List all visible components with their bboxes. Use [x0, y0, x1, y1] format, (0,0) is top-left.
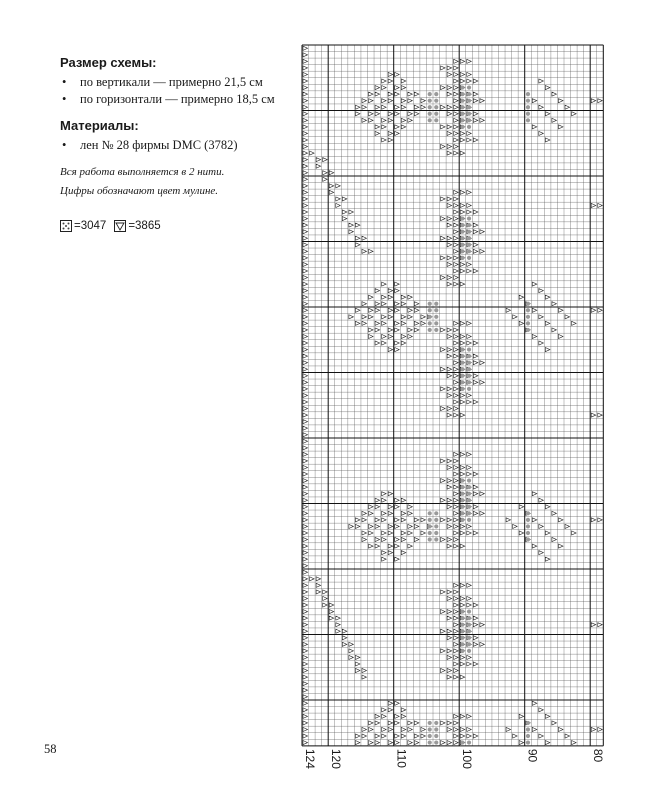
legend-label-3865: =3865: [128, 220, 161, 232]
axis-label-100: 100: [460, 748, 475, 769]
size-vertical: • по вертикали — примерно 21,5 см: [60, 74, 296, 91]
legend-label-3047: =3047: [74, 220, 107, 232]
size-heading: Размер схемы:: [60, 55, 157, 70]
axis-label-90: 90: [525, 748, 540, 763]
axis-label-110: 110: [394, 748, 409, 768]
page-number: 58: [44, 742, 57, 756]
note-threads: Вся работа выполняется в 2 нити.: [60, 166, 225, 178]
axis-label-124: 124: [303, 748, 317, 769]
size-horizontal: • по горизонтали — примерно 18,5 см: [60, 91, 296, 108]
axis-label-120: 120: [329, 748, 344, 769]
chart-grid: [302, 45, 603, 746]
axis-label-80: 80: [591, 748, 606, 763]
note-colors: Цифры обозначают цвет мулине.: [60, 185, 219, 197]
materials-heading: Материалы:: [60, 118, 139, 133]
materials-item: • лен № 28 фирмы DMC (3782): [60, 137, 296, 154]
